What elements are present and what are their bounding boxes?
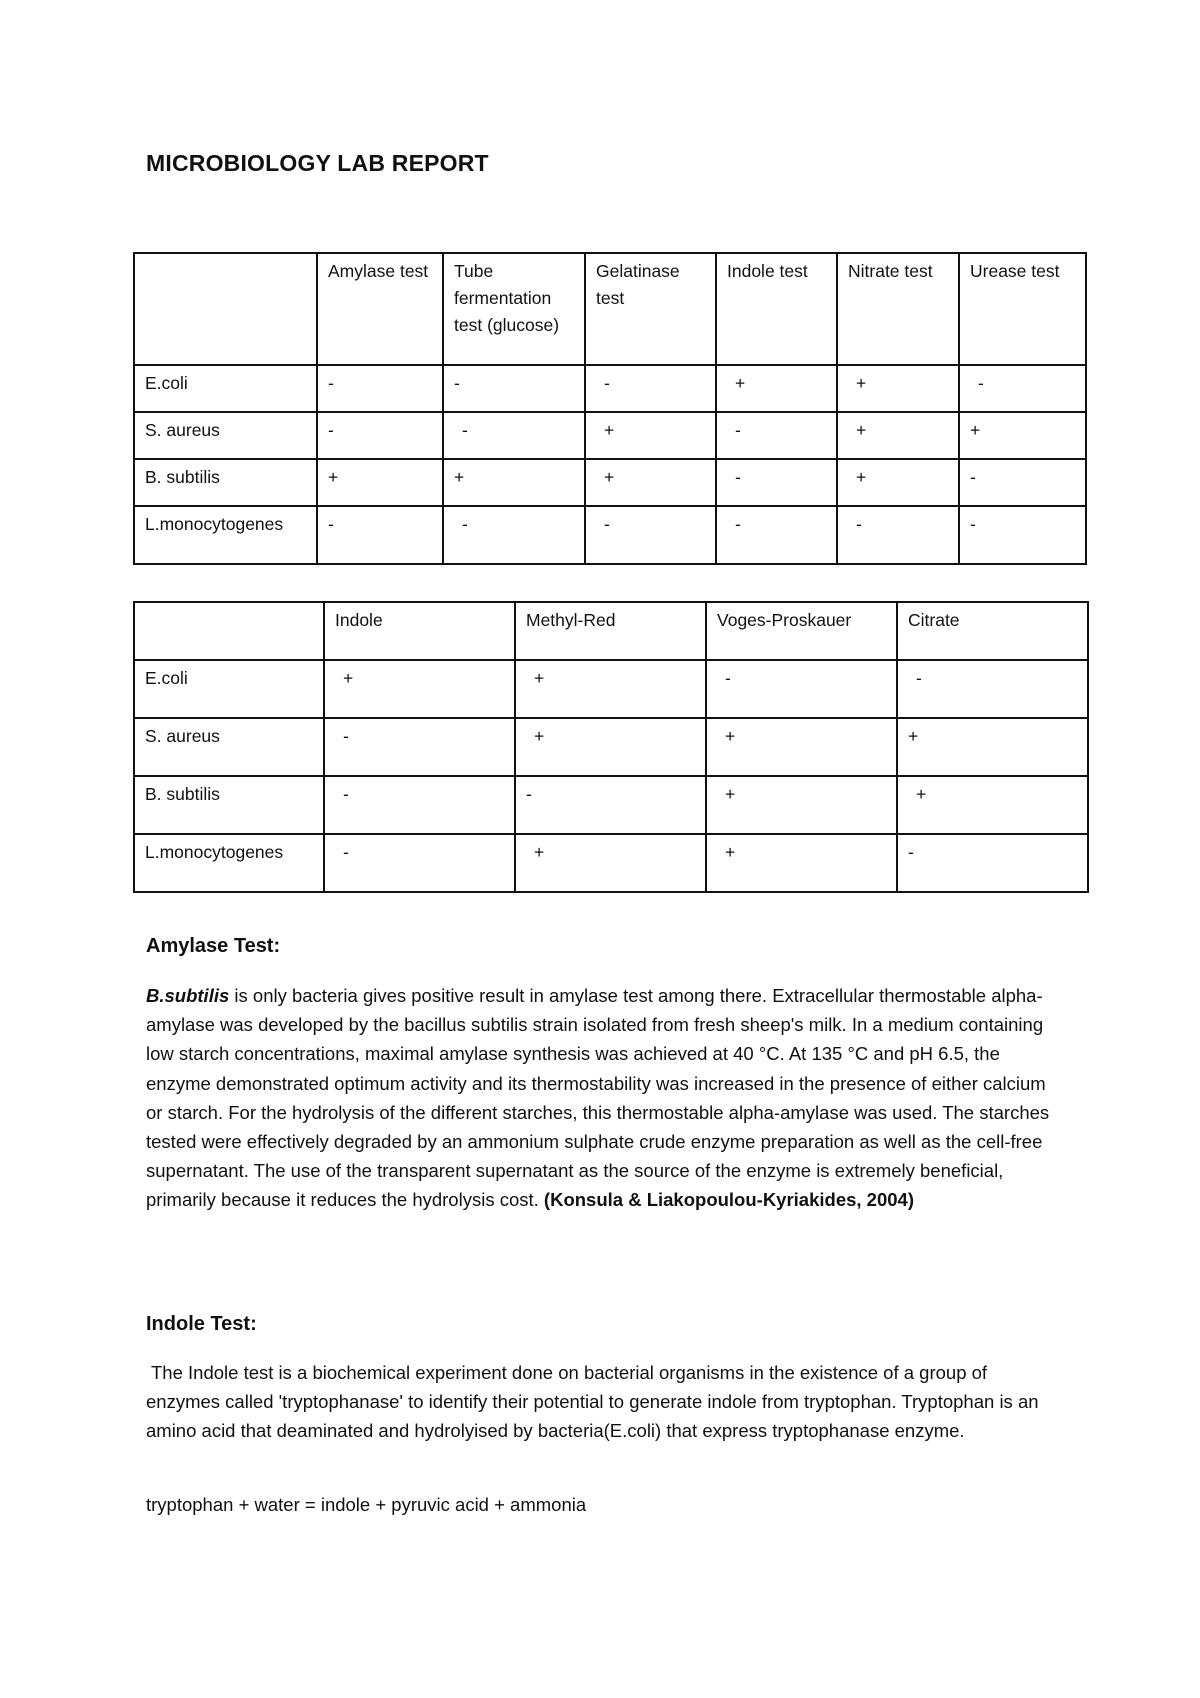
result-cell: - [324, 776, 515, 834]
result-cell: + [324, 660, 515, 718]
result-cell: - [897, 660, 1088, 718]
result-cell: - [317, 412, 443, 459]
header-cell: Tube fermentation test (glucose) [443, 253, 585, 365]
result-cell: - [324, 718, 515, 776]
table-row [134, 776, 1088, 834]
result-cell: + [837, 365, 959, 412]
result-cell: - [837, 506, 959, 564]
organism-cell: E.coli [134, 660, 324, 718]
organism-cell: L.monocytogenes [134, 506, 317, 564]
header-cell: Indole [324, 602, 515, 660]
indole-paragraph: The Indole test is a biochemical experiment done on bacterial organisms in the existence of a group of enzymes called 'tryptophanase' to identify their potential to generate indole from tryptophan. Tryptophan is an amino acid that deaminated and hydrolyised by bacteria(E.coli) that express tryptophanase enzyme. [146, 1362, 1039, 1442]
amylase-section-heading: Amylase Test: [146, 935, 281, 957]
result-cell: - [443, 365, 585, 412]
result-cell: + [443, 459, 585, 506]
header-cell: Gelatinase test [585, 253, 716, 365]
table-header-row [134, 253, 1086, 365]
organism-cell: E.coli [134, 365, 317, 412]
organism-cell: B. subtilis [134, 776, 324, 834]
result-cell: - [443, 412, 585, 459]
result-cell: - [716, 506, 837, 564]
result-cell: + [585, 412, 716, 459]
indole-section-heading: Indole Test: [146, 1313, 257, 1335]
table-row [134, 660, 1088, 718]
header-cell: Nitrate test [837, 253, 959, 365]
table-header-row [134, 602, 1088, 660]
amylase-citation: (Konsula & Liakopoulou-Kyriakides, 2004) [543, 1189, 915, 1211]
page-title: MICROBIOLOGY LAB REPORT [146, 150, 489, 176]
organism-cell: S. aureus [134, 412, 317, 459]
header-cell: Urease test [959, 253, 1086, 365]
result-cell: - [317, 365, 443, 412]
result-cell: - [515, 776, 706, 834]
header-cell: Indole test [716, 253, 837, 365]
result-cell: - [897, 834, 1088, 892]
header-cell: Voges-Proskauer [706, 602, 897, 660]
result-cell: - [959, 459, 1086, 506]
table-row [134, 506, 1086, 564]
result-cell: + [837, 412, 959, 459]
amylase-lead-organism: B.subtilis [146, 985, 230, 1006]
result-cell: - [317, 506, 443, 564]
result-cell: + [515, 718, 706, 776]
organism-cell: S. aureus [134, 718, 324, 776]
result-cell: - [324, 834, 515, 892]
indole-equation: tryptophan + water = indole + pyruvic acid + ammonia [146, 1494, 587, 1515]
biochemical-tests-table [133, 252, 1087, 565]
result-cell: - [585, 506, 716, 564]
imvic-tests-table [133, 601, 1089, 893]
result-cell: + [515, 660, 706, 718]
table-row [134, 459, 1086, 506]
result-cell: - [585, 365, 716, 412]
result-cell: + [706, 834, 897, 892]
result-cell: - [716, 459, 837, 506]
organism-cell: B. subtilis [134, 459, 317, 506]
header-cell: Methyl-Red [515, 602, 706, 660]
result-cell: + [837, 459, 959, 506]
result-cell: + [585, 459, 716, 506]
result-cell: + [706, 718, 897, 776]
table-row [134, 365, 1086, 412]
result-cell: - [443, 506, 585, 564]
result-cell: + [515, 834, 706, 892]
result-cell: + [706, 776, 897, 834]
result-cell: + [959, 412, 1086, 459]
result-cell: + [897, 776, 1088, 834]
result-cell: + [716, 365, 837, 412]
table-row [134, 834, 1088, 892]
amylase-paragraph [146, 981, 1066, 1215]
amylase-body-text: is only bacteria gives positive result in amylase test among there. Extracellular thermostable alpha-amylase was developed by the bacillus subtilis strain isolated from fresh sheep's milk. In a medium containing low starch concentrations, maximal amylase synthesis was achieved at 40 °C. At 135 °C and pH 6.5, the enzyme demonstrated optimum activity and its thermostability was increased in the presence of either calcium or starch. For the hydrolysis of the different starches, this thermostable alpha-amylase was used. The starches tested were effectively degraded by an ammonium sulphate crude enzyme preparation as well as the cell-free supernatant. The use of the transparent supernatant as the source of the enzyme is extremely beneficial, primarily because it reduces the hydrolysis cost. [146, 985, 1050, 1211]
result-cell: + [897, 718, 1088, 776]
result-cell: - [959, 365, 1086, 412]
result-cell: + [317, 459, 443, 506]
table-row [134, 412, 1086, 459]
result-cell: - [959, 506, 1086, 564]
header-cell-empty [134, 602, 324, 660]
result-cell: - [716, 412, 837, 459]
header-cell: Citrate [897, 602, 1088, 660]
header-cell: Amylase test [317, 253, 443, 365]
header-cell-empty [134, 253, 317, 365]
table-row [134, 718, 1088, 776]
organism-cell: L.monocytogenes [134, 834, 324, 892]
result-cell: - [706, 660, 897, 718]
